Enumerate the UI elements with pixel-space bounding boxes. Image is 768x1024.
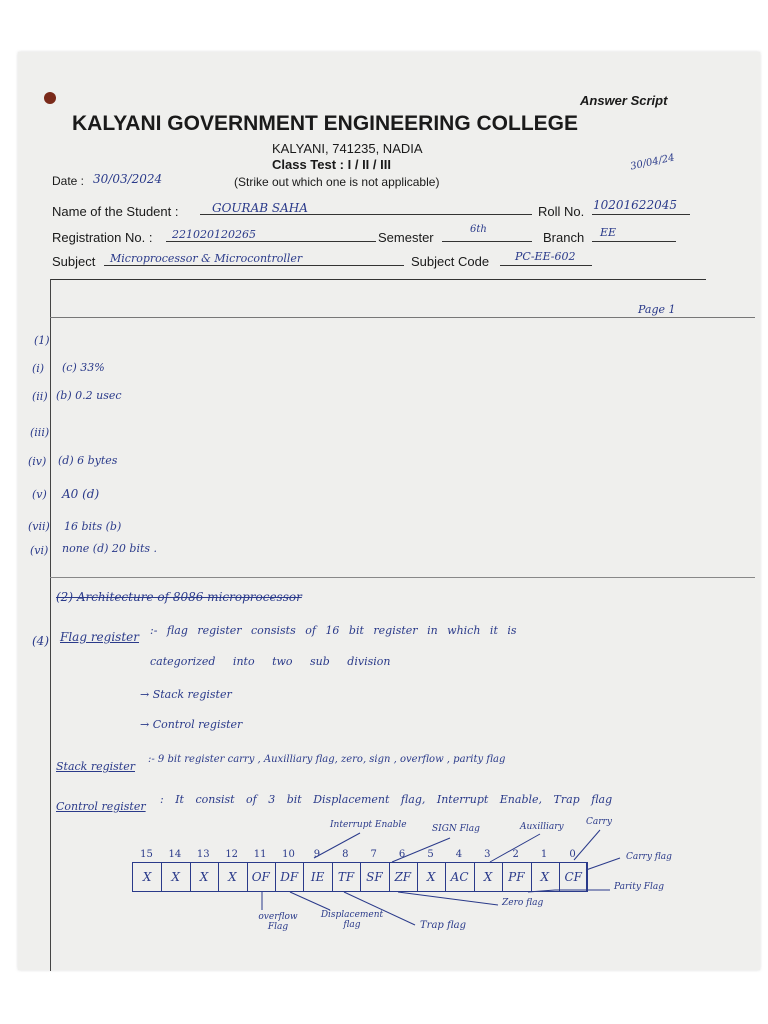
- arrow-carry: [574, 830, 600, 860]
- flag-cell: CF: [559, 862, 588, 892]
- answer-ii-num: (ii): [32, 390, 48, 403]
- q4-line-1: :- flag register consists of 16 bit register in which it is: [150, 624, 517, 637]
- arrow-displacement: [290, 892, 330, 910]
- flag-cell: X: [190, 862, 219, 892]
- date-value: 30/03/2024: [93, 172, 163, 186]
- flag-bit-number: 12: [225, 849, 239, 860]
- flag-cell: PF: [502, 862, 531, 892]
- branch-value: EE: [600, 226, 617, 239]
- flag-bit-number: 14: [168, 849, 182, 860]
- flag-cell: X: [161, 862, 190, 892]
- flag-bit-number: 4: [455, 849, 463, 860]
- label-parity-flag: Parity Flag: [614, 882, 665, 892]
- flag-cell: SF: [360, 862, 389, 892]
- subject-code-value: PC-EE-602: [515, 250, 576, 263]
- answer-v-num: (v): [32, 488, 47, 501]
- arrow-parity-flag: [528, 890, 610, 892]
- answer-iv-num: (iv): [28, 455, 47, 468]
- flag-cell: DF: [275, 862, 304, 892]
- flag-cell: X: [531, 862, 560, 892]
- flag-bit-number: 2: [512, 849, 519, 860]
- label-interrupt-enable: Interrupt Enable: [330, 820, 407, 830]
- label-carry-flag: Carry flag: [626, 852, 672, 862]
- label-displacement-flag: Displacement flag: [320, 910, 384, 930]
- answer-i-text: (c) 33%: [62, 361, 105, 374]
- semester-value: 6th: [470, 224, 487, 235]
- flag-bit-number: 7: [370, 849, 377, 860]
- q4-item-stack: → Stack register: [140, 688, 232, 701]
- roll-value: 10201622045: [593, 198, 677, 212]
- registration-label: Registration No. :: [52, 230, 153, 245]
- flag-bit-number: 5: [427, 849, 434, 860]
- college-address: KALYANI, 741235, NADIA: [272, 141, 423, 156]
- subject-code-label: Subject Code: [411, 254, 490, 269]
- arrow-carry-flag: [586, 858, 620, 870]
- college-name: KALYANI GOVERNMENT ENGINEERING COLLEGE: [72, 112, 579, 135]
- answer-i-num: (i): [32, 362, 45, 375]
- flag-bit-number: 9: [313, 849, 321, 860]
- flag-bit-number: 8: [342, 849, 349, 860]
- class-test-label: Class Test : I / II / III: [272, 157, 391, 172]
- answer-vii-text: 16 bits (b): [64, 520, 122, 533]
- label-zero-flag: Zero flag: [502, 898, 544, 908]
- answer-vii-num: (vii): [28, 520, 50, 533]
- flag-bit-number: 1: [540, 849, 548, 860]
- flag-cell: X: [133, 862, 162, 892]
- flag-bit-number: 3: [484, 849, 491, 860]
- label-auxilliary: Auxilliary: [520, 822, 564, 832]
- name-value: GOURAB SAHA: [212, 201, 308, 215]
- stack-register-label: Stack register: [56, 760, 135, 773]
- answer-ii-text: (b) 0.2 usec: [56, 389, 122, 402]
- flag-bit-number: 10: [282, 849, 295, 860]
- flag-cell: OF: [247, 862, 276, 892]
- label-carry: Carry: [586, 817, 612, 827]
- answer-1-num: (1): [34, 334, 50, 347]
- page-number: Page 1: [638, 303, 676, 316]
- flag-bit-number: 11: [253, 849, 267, 860]
- control-register-text: : It consist of 3 bit Displacement flag, Interrupt Enable, Trap flag: [160, 793, 613, 806]
- q4-item-control: → Control register: [140, 718, 243, 731]
- flag-bit-number: 6: [398, 849, 406, 860]
- arrow-aux: [490, 834, 540, 862]
- strike-note: (Strike out which one is not applicable): [234, 175, 440, 189]
- label-overflow-flag: overflow Flag: [258, 912, 298, 932]
- label-trap-flag: Trap flag: [420, 920, 467, 931]
- registration-value: 221020120265: [172, 228, 256, 241]
- name-label: Name of the Student :: [52, 204, 179, 219]
- arrow-zero: [398, 892, 498, 905]
- q2-heading: (2) Architecture of 8086 microprocessor: [56, 590, 302, 604]
- answer-vi-num: (vi): [30, 544, 49, 557]
- branch-label: Branch: [543, 230, 585, 245]
- flag-cell: TF: [332, 862, 361, 892]
- subject-label: Subject: [52, 254, 96, 269]
- flag-cell: X: [417, 862, 446, 892]
- flag-bit-number: 15: [140, 849, 153, 860]
- answer-vi-text: none (d) 20 bits .: [62, 542, 158, 555]
- flag-bit-number: 0: [569, 849, 576, 860]
- flag-cell: X: [474, 862, 503, 892]
- signature-date: 30/04/24: [629, 152, 676, 173]
- answer-v-text: A0 (d): [62, 487, 100, 501]
- arrow-interrupt: [314, 833, 360, 858]
- answer-iii-num: (iii): [30, 426, 50, 439]
- flag-cell: ZF: [389, 862, 418, 892]
- subject-value: Microprocessor & Microcontroller: [110, 252, 303, 265]
- flag-bit-number: 13: [196, 849, 210, 860]
- answer-iv-text: (d) 6 bytes: [58, 454, 118, 467]
- arrow-sign: [392, 838, 450, 862]
- flag-cell: X: [218, 862, 247, 892]
- flag-cell: IE: [303, 862, 332, 892]
- roll-label: Roll No.: [538, 204, 585, 219]
- flag-cell: AC: [445, 862, 474, 892]
- arrow-trap: [344, 892, 415, 925]
- q4-title: Flag register: [60, 630, 139, 644]
- control-register-label: Control register: [56, 800, 146, 813]
- q4-line-2: categorized into two sub division: [150, 655, 391, 668]
- label-sign-flag: SIGN Flag: [432, 824, 480, 834]
- stack-register-text: :- 9 bit register carry , Auxilliary flag, zero, sign , overflow , parity flag: [148, 754, 506, 765]
- date-label: Date :: [52, 174, 85, 188]
- semester-label: Semester: [378, 230, 434, 245]
- answer-script-label: Answer Script: [580, 93, 668, 108]
- q4-number: (4): [32, 634, 49, 648]
